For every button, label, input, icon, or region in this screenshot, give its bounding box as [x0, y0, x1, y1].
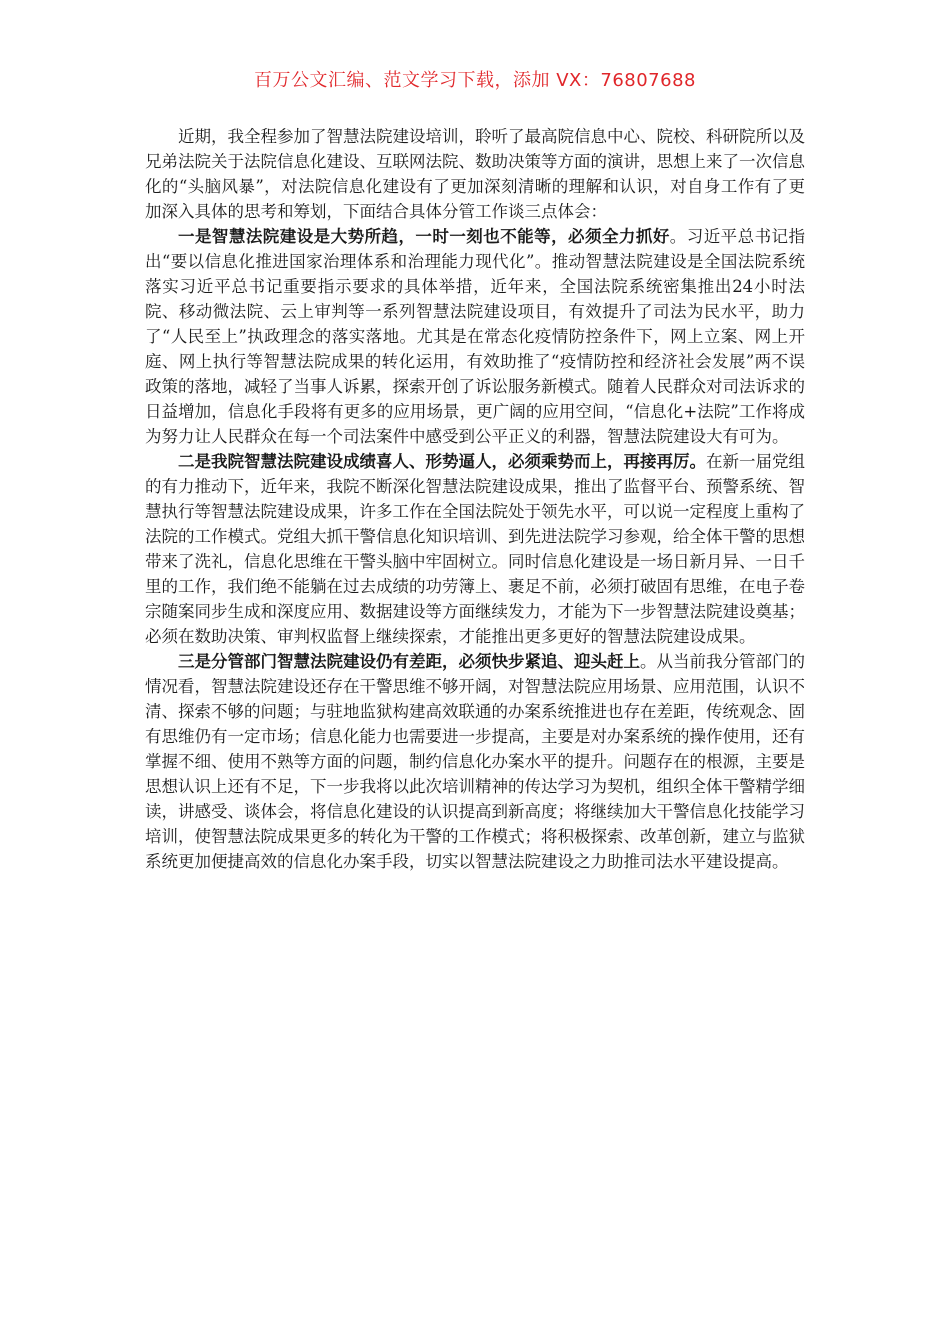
paragraph-body: 近期，我全程参加了智慧法院建设培训，聆听了最高院信息中心、院校、科研院所以及兄弟法院关于法院信息化建设、互联网法院、数助决策等方面的演讲，思想上来了一次信息化的“头脑风暴”，对法院信息化建设有了更加深刻清晰的理解和认识，对自身工作有了更加深入具体的思考和筹划，下面结合具体分管工作谈三点体会：	[145, 127, 805, 221]
header-watermark-text: 百万公文汇编、范文学习下载，添加 VX：76807688	[254, 70, 696, 91]
paragraph-body: 在新一届党组的有力推动下，近年来，我院不断深化智慧法院建设成果，推出了监督平台、预警系统、智慧执行等智慧法院建设成果，许多工作在全国法院处于领先水平，可以说一定程度上重构了法院的工作模式。党组大抓干警信息化知识培训、到先进法院学习参观，给全体干警的思想带来了洗礼，信息化思维在干警头脑中牢固树立。同时信息化建设是一场日新月异、一日千里的工作，我们绝不能躺在过去成绩的功劳簿上、裹足不前，必须打破固有思维，在电子卷宗随案同步生成和深度应用、数据建设等方面继续发力，才能为下一步智慧法院建设奠基；必须在数助决策、审判权监督上继续探索，才能推出更多更好的智慧法院建设成果。	[145, 452, 805, 646]
paragraph-body: 。习近平总书记指出“要以信息化推进国家治理体系和治理能力现代化”。推动智慧法院建设是全国法院系统落实习近平总书记重要指示要求的具体举措，近年来，全国法院系统密集推出24小时法院、移动微法院、云上审判等一系列智慧法院建设项目，有效提升了司法为民水平，助力了“人民至上”执政理念的落实落地。尤其是在常态化疫情防控条件下，网上立案、网上开庭、网上执行等智慧法院成果的转化运用，有效助推了“疫情防控和经济社会发展”两不误政策的落地，减轻了当事人诉累，探索开创了诉讼服务新模式。随着人民群众对司法诉求的日益增加，信息化手段将有更多的应用场景，更广阔的应用空间，“信息化+法院”工作将成为努力让人民群众在每一个司法案件中感受到公平正义的利器，智慧法院建设大有可为。	[145, 227, 806, 446]
point-one-paragraph	[145, 224, 805, 449]
intro-paragraph	[145, 124, 805, 224]
point-two-paragraph	[145, 449, 805, 649]
paragraph-body: 。从当前我分管部门的情况看，智慧法院建设还存在干警思维不够开阔，对智慧法院应用场景、应用范围，认识不清、探索不够的问题；与驻地监狱构建高效联通的办案系统推进也存在差距，传统观念、固有思维仍有一定市场；信息化能力也需要进一步提高，主要是对办案系统的操作使用，还有掌握不细、使用不熟等方面的问题，制约信息化办案水平的提升。问题存在的根源，主要是思想认识上还有不足，下一步我将以此次培训精神的传达学习为契机，组织全体干警精学细读，讲感受、谈体会，将信息化建设的认识提高到新高度；将继续加大干警信息化技能学习培训，使智慧法院成果更多的转化为干警的工作模式；将积极探索、改革创新，建立与监狱系统更加便捷高效的信息化办案手段，切实以智慧法院建设之力助推司法水平建设提高。	[145, 652, 805, 871]
document-body	[145, 124, 805, 874]
paragraph-lead: 三是分管部门智慧法院建设仍有差距，必须快步紧追、迎头赶上	[178, 652, 640, 671]
paragraph-lead: 二是我院智慧法院建设成绩喜人、形势逼人，必须乘势而上，再接再厉。	[178, 452, 706, 471]
paragraph-lead: 一是智慧法院建设是大势所趋，一时一刻也不能等，必须全力抓好	[178, 227, 670, 246]
point-three-paragraph	[145, 649, 805, 874]
